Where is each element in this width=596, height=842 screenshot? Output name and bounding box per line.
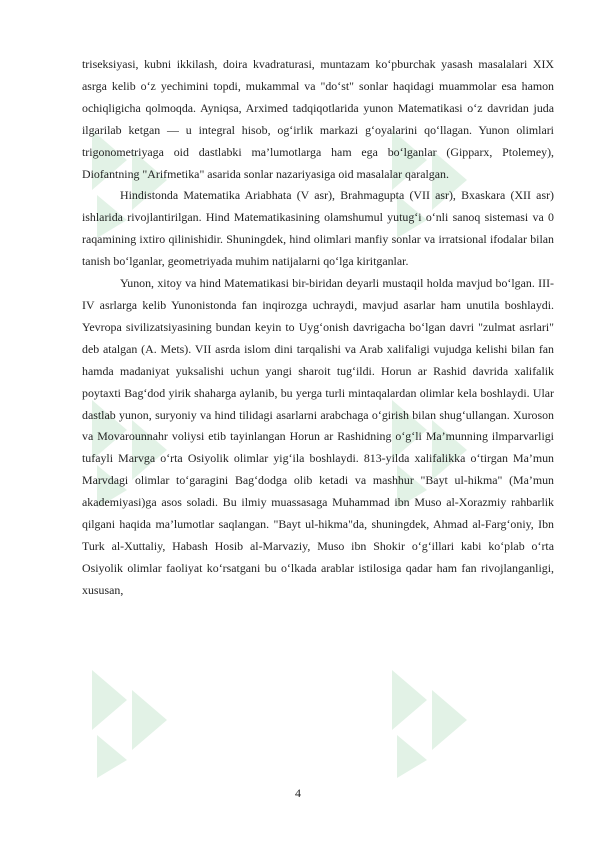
- paragraph-india: Hindistonda Matematika Ariabhata (V asr), Brahmagupta (VII asr), Bxaskara (XII asr) ishlarida rivojlantirilgan. Hind Matematikasining olamshumul yutug‘i o‘nli sanoq sistemasi va 0 raqamining ixtiro qilinishidir. Shuningdek, hind olimlari manfiy sonlar va irratsional ifodalar bilan tanish bo‘lganlar, geometriyada muhim natijalarni qo‘lga kiritganlar.: [82, 188, 554, 269]
- watermark-logo-bottom-left: [72, 660, 182, 780]
- watermark-logo-bottom-right: [372, 660, 482, 780]
- body-text: [82, 54, 554, 602]
- paragraph-history: Yunon, xitoy va hind Matematikasi bir-biridan deyarli mustaqil holda mavjud bo‘lgan. III-IV asrlarga kelib Yunonistonda fan inqirozga uchraydi, mavjud asarlar ham unutila boshlaydi. Yevropa sivilizatsiyasining bundan keyin to Uyg‘onish davrigacha bo‘lgan davri "zulmat asrlari" deb atalgan (A. Mets). VII asrda islom dini tarqalishi va Arab xalifaligi vujudga kelishi bilan fan hamda madaniyat yuksalishi uchun yangi sharoit tug‘ildi. Horun ar Rashid davrida xalifalik poytaxti Bag‘dod yirik shaharga aylanib, bu yerga turli mintaqalardan olimlar kela boshlaydi. Ular dastlab yunon, suryoniy va hind tilidagi asarlarni arabchaga o‘girish bilan shug‘ullangan. Xuroson va Movarounnahr voliysi etib tayinlangan Horun ar Rashidning o‘g‘li Ma’munning ilmparvarligi tufayli Marvga o‘rta Osiyolik olimlar yig‘ila boshlaydi. 813-yilda xalifalikka o‘tirgan Ma’mun Marvdagi olimlar to‘garagini Bag‘dodga olib ketadi va mashhur "Bayt ul-hikma" (Ma’mun akademiyasi)ga asos soladi. Bu ilmiy muassasaga Muhammad ibn Muso al-Xorazmiy rahbarlik qilgani haqida ma’lumotlar saqlangan. "Bayt ul-hikma"da, shuningdek, Ahmad al-Farg‘oniy, Ibn Turk al-Xuttaliy, Habash Hosib al-Marvaziy, Muso ibn Shokir o‘g‘illari kabi ko‘plab o‘rta Osiyolik olimlar faoliyat ko‘rsatgani bu o‘lkada arablar istilosiga qadar ham fan rivojlanganligi, xususan,: [82, 276, 554, 597]
- page-number: 4: [295, 786, 301, 800]
- paragraph-continuation: triseksiyasi, kubni ikkilash, doira kvadraturasi, muntazam ko‘pburchak yasash masalalari XIX asrga kelib o‘z yechimini topdi, mukammal va "do‘st" sonlar haqidagi muammolar esa hamon ochiqligicha qolmoqda. Ayniqsa, Arximed tadqiqotlarida yunon Matematikasi o‘z davridan juda ilgarilab ketgan — u integral hisob, og‘irlik markazi g‘oyalarini qo‘llagan. Yunon olimlari trigonometriyaga oid dastlabki ma’lumotlarga ham ega bo‘lganlar (Gipparx, Ptolemey), Diofantning "Arifmetika" asarida sonlar nazariyasiga oid masalalar qaralgan.: [82, 57, 554, 181]
